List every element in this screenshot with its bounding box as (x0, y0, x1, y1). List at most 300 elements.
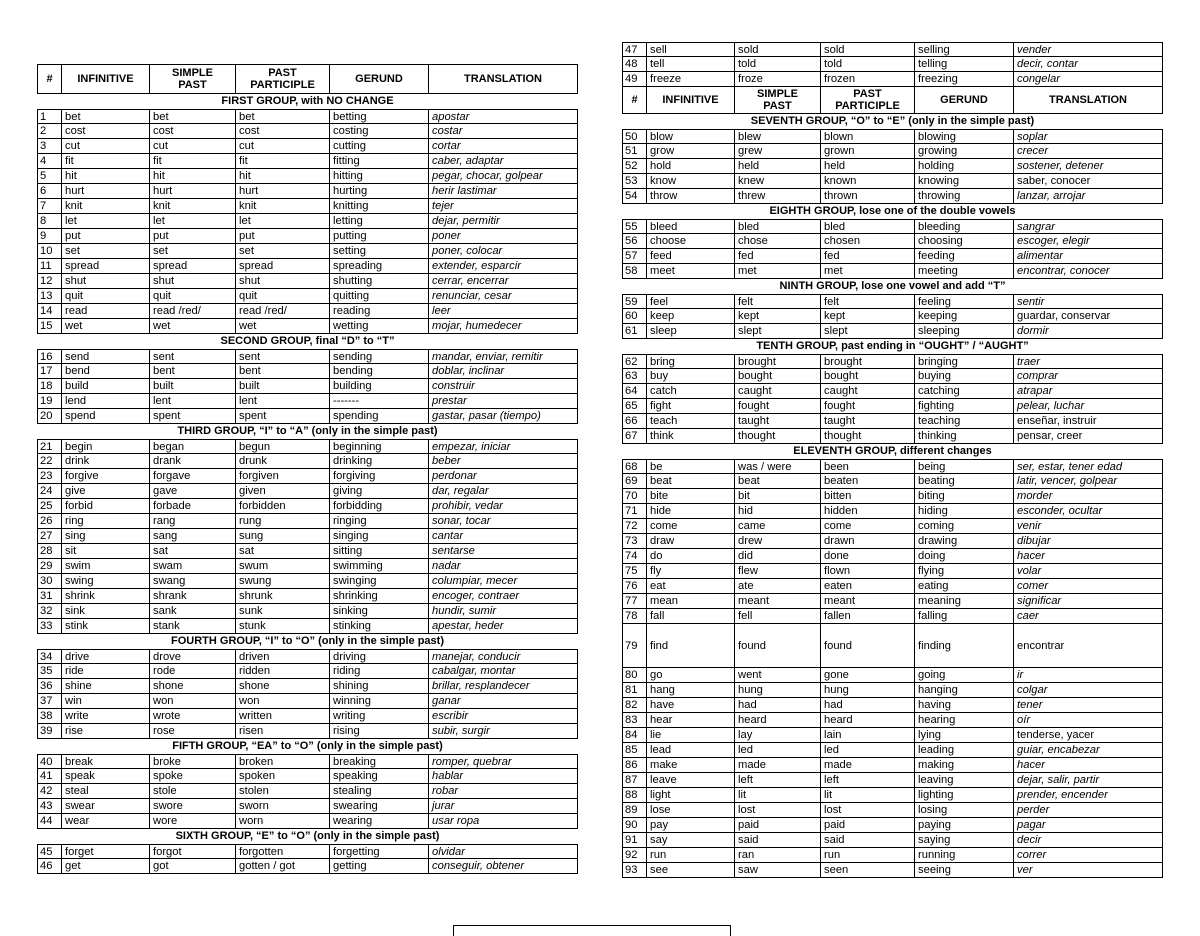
table-row (37, 349, 578, 364)
cell-number: 88 (623, 788, 647, 802)
cell-past-participle: held (821, 159, 915, 173)
cell-gerund: shining (330, 679, 429, 693)
cell-number: 48 (623, 57, 647, 71)
cell-translation: encoger, contraer (432, 590, 520, 602)
cell-translation: extender, esparcir (432, 260, 521, 272)
table-row (37, 439, 578, 454)
cell-number: 84 (623, 728, 647, 742)
cell-number: 21 (38, 440, 62, 453)
cell-infinitive: hurt (62, 184, 150, 198)
cell-gerund: going (915, 668, 1014, 682)
cell-gerund: riding (330, 664, 429, 678)
table-row (622, 294, 1163, 309)
cell-gerund: blowing (915, 130, 1014, 143)
cell-gerund: freezing (915, 72, 1014, 86)
cell-translation: enseñar, instruir (1017, 415, 1097, 427)
cell-simple-past: did (735, 549, 821, 563)
cell-simple-past: bled (735, 220, 821, 233)
cell-simple-past: wore (150, 814, 236, 828)
cell-gerund: ringing (330, 514, 429, 528)
cell-number: 25 (38, 499, 62, 513)
table-row (622, 758, 1163, 773)
cell-translation: costar (432, 125, 463, 137)
cell-infinitive: ride (62, 664, 150, 678)
cell-past-participle: been (821, 460, 915, 473)
table-row (622, 504, 1163, 519)
cell-translation: sentir (1017, 296, 1045, 308)
cell-translation: congelar (1017, 73, 1060, 85)
cell-past-participle: lit (821, 788, 915, 802)
cell-number: 81 (623, 683, 647, 697)
cell-number: 90 (623, 818, 647, 832)
cell-simple-past: shut (150, 274, 236, 288)
header-infinitive: INFINITIVE (647, 87, 735, 113)
cell-number: 85 (623, 743, 647, 757)
cell-past-participle: caught (821, 384, 915, 398)
cell-gerund: bleeding (915, 220, 1014, 233)
cell-gerund: meaning (915, 594, 1014, 608)
cell-simple-past: swam (150, 559, 236, 573)
cell-number: 23 (38, 469, 62, 483)
cell-simple-past: got (150, 859, 236, 873)
table-row (37, 709, 578, 724)
cell-translation: mandar, enviar, remitir (432, 351, 543, 363)
cell-simple-past: broke (150, 755, 236, 768)
table-row (37, 544, 578, 559)
cell-number: 66 (623, 414, 647, 428)
cell-translation: usar ropa (432, 815, 480, 827)
table-row (37, 214, 578, 229)
cell-infinitive: mean (647, 594, 735, 608)
cell-simple-past: bit (735, 489, 821, 503)
cell-number: 24 (38, 484, 62, 498)
cell-infinitive: sleep (647, 324, 735, 338)
cell-gerund: sinking (330, 604, 429, 618)
cell-translation: oír (1017, 714, 1031, 726)
cell-translation: guardar, conservar (1017, 310, 1111, 322)
cell-simple-past: cost (150, 124, 236, 138)
cell-translation: pelear, luchar (1017, 400, 1085, 412)
cell-number: 3 (38, 139, 62, 153)
cell-number: 41 (38, 769, 62, 783)
cell-gerund: cutting (330, 139, 429, 153)
cell-number: 27 (38, 529, 62, 543)
table-row (622, 399, 1163, 414)
header-simple-past: SIMPLE PAST (150, 65, 236, 93)
cell-translation: esconder, ocultar (1017, 505, 1103, 517)
table-row (37, 589, 578, 604)
cell-simple-past: rang (150, 514, 236, 528)
cell-infinitive: know (647, 174, 735, 188)
table-row (37, 184, 578, 199)
cell-translation: dar, regalar (432, 485, 489, 497)
cell-gerund: rising (330, 724, 429, 738)
group-heading: FIRST GROUP, with NO CHANGE (221, 95, 394, 107)
cell-number: 28 (38, 544, 62, 558)
cell-simple-past: bent (150, 364, 236, 378)
group-heading: THIRD GROUP, “I” to “A” (only in the simple past) (177, 425, 438, 437)
cell-translation: latir, vencer, golpear (1017, 475, 1118, 487)
cell-past-participle: left (821, 773, 915, 787)
cell-simple-past: hurt (150, 184, 236, 198)
table-row (622, 549, 1163, 564)
header-translation: TRANSLATION (463, 73, 542, 85)
cell-infinitive: sell (647, 43, 735, 56)
cell-gerund: forbidding (330, 499, 429, 513)
cell-number: 54 (623, 189, 647, 203)
cell-translation: herir lastimar (432, 185, 497, 197)
table-row (622, 683, 1163, 698)
cell-number: 63 (623, 369, 647, 383)
cell-simple-past: stank (150, 619, 236, 633)
cell-gerund: setting (330, 244, 429, 258)
cell-simple-past: knew (735, 174, 821, 188)
cell-gerund: knowing (915, 174, 1014, 188)
table-row (37, 244, 578, 259)
cell-simple-past: froze (735, 72, 821, 86)
cell-past-participle: stunk (236, 619, 330, 633)
cell-translation: ser, estar, tener edad (1017, 461, 1123, 473)
cell-gerund: teaching (915, 414, 1014, 428)
cell-past-participle: begun (236, 440, 330, 453)
cell-number: 45 (38, 845, 62, 858)
cell-infinitive: meet (647, 264, 735, 278)
cell-number: 26 (38, 514, 62, 528)
header-gerund: GERUND (330, 65, 429, 93)
cell-infinitive: drink (62, 454, 150, 468)
cell-past-participle: given (236, 484, 330, 498)
cell-past-participle: sold (821, 43, 915, 56)
cell-simple-past: spent (150, 409, 236, 423)
cell-translation: poner (432, 230, 461, 242)
cell-simple-past: grew (735, 144, 821, 158)
cell-gerund: beginning (330, 440, 429, 453)
cell-infinitive: swing (62, 574, 150, 588)
cell-translation: cantar (432, 530, 464, 542)
cell-simple-past: put (150, 229, 236, 243)
group-heading: SIXTH GROUP, “E” to “O” (only in the simple past) (175, 830, 440, 842)
cell-number: 59 (623, 295, 647, 308)
table-row (37, 514, 578, 529)
cell-simple-past: came (735, 519, 821, 533)
cell-gerund: feeling (915, 295, 1014, 308)
cell-translation: perdonar (432, 470, 477, 482)
table-row (37, 859, 578, 874)
cell-past-participle: worn (236, 814, 330, 828)
cell-gerund: swearing (330, 799, 429, 813)
cell-past-participle: chosen (821, 234, 915, 248)
cell-translation: jurar (432, 800, 455, 812)
table-row (37, 394, 578, 409)
cell-number: 78 (623, 609, 647, 623)
cell-simple-past: told (735, 57, 821, 71)
cell-number: 60 (623, 309, 647, 323)
table-row (37, 379, 578, 394)
cell-past-participle: won (236, 694, 330, 708)
cell-translation: venir (1017, 520, 1042, 532)
cell-simple-past: found (735, 624, 821, 667)
cell-past-participle: felt (821, 295, 915, 308)
cell-gerund: spending (330, 409, 429, 423)
cell-past-participle: slept (821, 324, 915, 338)
table-row (622, 42, 1163, 57)
cell-gerund: singing (330, 529, 429, 543)
group-heading: FOURTH GROUP, “I” to “O” (only in the simple past) (171, 635, 444, 647)
table-row (622, 848, 1163, 863)
cell-past-participle: seen (821, 863, 915, 877)
cell-gerund: selling (915, 43, 1014, 56)
cell-translation: sangrar (1017, 221, 1055, 233)
cell-number: 56 (623, 234, 647, 248)
cell-infinitive: spread (62, 259, 150, 273)
table-row (37, 304, 578, 319)
cell-past-participle: read /red/ (236, 304, 330, 318)
cell-number: 22 (38, 454, 62, 468)
table-row (622, 354, 1163, 369)
cell-past-participle: heard (821, 713, 915, 727)
cell-number: 10 (38, 244, 62, 258)
table-header (622, 87, 1163, 114)
cell-gerund: choosing (915, 234, 1014, 248)
cell-past-participle: hit (236, 169, 330, 183)
cell-translation: tejer (432, 200, 454, 212)
group-heading: NINTH GROUP, lose one vowel and add “T” (779, 280, 1006, 292)
cell-gerund: hearing (915, 713, 1014, 727)
table-row (37, 814, 578, 829)
cell-infinitive: draw (647, 534, 735, 548)
cell-past-participle: hidden (821, 504, 915, 518)
cell-past-participle: fought (821, 399, 915, 413)
cell-simple-past: heard (735, 713, 821, 727)
cell-simple-past: had (735, 698, 821, 712)
cell-translation: ver (1017, 864, 1033, 876)
cell-gerund: quitting (330, 289, 429, 303)
cell-infinitive: shine (62, 679, 150, 693)
cell-translation: hacer (1017, 759, 1045, 771)
cell-past-participle: had (821, 698, 915, 712)
table-row (622, 309, 1163, 324)
cell-past-participle: fed (821, 249, 915, 263)
cell-past-participle: spent (236, 409, 330, 423)
cell-simple-past: hid (735, 504, 821, 518)
cell-number: 16 (38, 350, 62, 363)
cell-simple-past: sank (150, 604, 236, 618)
table-row (622, 72, 1163, 87)
cell-infinitive: think (647, 429, 735, 443)
cell-past-participle: swum (236, 559, 330, 573)
cell-infinitive: write (62, 709, 150, 723)
header-translation: TRANSLATION (1048, 94, 1127, 106)
cell-past-participle: beaten (821, 474, 915, 488)
cell-infinitive: be (647, 460, 735, 473)
cell-simple-past: beat (735, 474, 821, 488)
cell-translation: escoger, elegir (1017, 235, 1090, 247)
cell-simple-past: cut (150, 139, 236, 153)
cell-past-participle: drawn (821, 534, 915, 548)
cell-simple-past: met (735, 264, 821, 278)
cell-gerund: wetting (330, 319, 429, 333)
cell-infinitive: drive (62, 650, 150, 663)
cell-past-participle: risen (236, 724, 330, 738)
cell-gerund: beating (915, 474, 1014, 488)
cell-number: 13 (38, 289, 62, 303)
cell-simple-past: spread (150, 259, 236, 273)
cell-past-participle: stolen (236, 784, 330, 798)
cell-infinitive: bend (62, 364, 150, 378)
cell-gerund: betting (330, 110, 429, 123)
table-row (37, 529, 578, 544)
cell-number: 11 (38, 259, 62, 273)
cell-past-participle: forgotten (236, 845, 330, 858)
cell-translation: sostener, detener (1017, 160, 1104, 172)
cell-infinitive: put (62, 229, 150, 243)
cell-infinitive: sing (62, 529, 150, 543)
cell-past-participle: bled (821, 220, 915, 233)
cell-simple-past: fed (735, 249, 821, 263)
cell-number: 77 (623, 594, 647, 608)
cell-past-participle: known (821, 174, 915, 188)
cell-infinitive: grow (647, 144, 735, 158)
cell-simple-past: lay (735, 728, 821, 742)
cell-number: 31 (38, 589, 62, 603)
cell-number: 70 (623, 489, 647, 503)
table-row (37, 649, 578, 664)
table-row (622, 818, 1163, 833)
cell-past-participle: said (821, 833, 915, 847)
cell-infinitive: break (62, 755, 150, 768)
cell-infinitive: swim (62, 559, 150, 573)
cell-gerund: meeting (915, 264, 1014, 278)
table-row (37, 484, 578, 499)
cell-number: 6 (38, 184, 62, 198)
cell-infinitive: hold (647, 159, 735, 173)
cell-translation: morder (1017, 490, 1053, 502)
cell-number: 7 (38, 199, 62, 213)
cell-gerund: buying (915, 369, 1014, 383)
cell-number: 35 (38, 664, 62, 678)
cell-simple-past: swang (150, 574, 236, 588)
cell-simple-past: forgave (150, 469, 236, 483)
cell-simple-past: sold (735, 43, 821, 56)
cell-infinitive: swear (62, 799, 150, 813)
cell-translation: caer (1017, 610, 1039, 622)
group-heading: FIFTH GROUP, “EA” to “O” (only in the simple past) (172, 740, 443, 752)
cell-number: 89 (623, 803, 647, 817)
cell-translation: olvidar (432, 846, 465, 858)
cell-number: 50 (623, 130, 647, 143)
cell-number: 39 (38, 724, 62, 738)
cell-number: 20 (38, 409, 62, 423)
cell-translation: ir (1017, 669, 1024, 681)
cell-number: 30 (38, 574, 62, 588)
cell-gerund: drinking (330, 454, 429, 468)
cell-simple-past: stole (150, 784, 236, 798)
cell-gerund: spreading (330, 259, 429, 273)
cell-infinitive: stink (62, 619, 150, 633)
cell-infinitive: ring (62, 514, 150, 528)
cell-gerund: telling (915, 57, 1014, 71)
cell-past-participle: thought (821, 429, 915, 443)
cell-simple-past: led (735, 743, 821, 757)
cell-gerund: doing (915, 549, 1014, 563)
cell-number: 1 (38, 110, 62, 123)
cell-translation: colgar (1017, 684, 1048, 696)
cell-number: 55 (623, 220, 647, 233)
table-row (622, 624, 1163, 668)
cell-infinitive: bet (62, 110, 150, 123)
cell-simple-past: sang (150, 529, 236, 543)
cell-past-participle: drunk (236, 454, 330, 468)
cell-gerund: fitting (330, 154, 429, 168)
cell-past-participle: sworn (236, 799, 330, 813)
cell-infinitive: beat (647, 474, 735, 488)
cell-gerund: swinging (330, 574, 429, 588)
cell-gerund: fighting (915, 399, 1014, 413)
cell-translation: saber, conocer (1017, 175, 1091, 187)
cell-number: 76 (623, 579, 647, 593)
cell-number: 68 (623, 460, 647, 473)
cell-past-participle: paid (821, 818, 915, 832)
cell-number: 5 (38, 169, 62, 183)
cell-translation: crecer (1017, 145, 1049, 157)
cell-infinitive: get (62, 859, 150, 873)
cell-translation: tener (1017, 699, 1043, 711)
table-row (37, 664, 578, 679)
cell-infinitive: hit (62, 169, 150, 183)
cell-simple-past: left (735, 773, 821, 787)
cell-infinitive: win (62, 694, 150, 708)
header-past-participle: PAST PARTICIPLE (821, 87, 915, 113)
cell-gerund: knitting (330, 199, 429, 213)
right-table-body (622, 114, 1163, 878)
table-row (37, 499, 578, 514)
header-gerund: GERUND (915, 87, 1014, 113)
cell-simple-past: brought (735, 355, 821, 368)
cell-infinitive: sit (62, 544, 150, 558)
cell-translation: cerrar, encerrar (432, 275, 509, 287)
table-row (37, 154, 578, 169)
cell-number: 18 (38, 379, 62, 393)
cell-simple-past: hit (150, 169, 236, 183)
cell-infinitive: lie (647, 728, 735, 742)
cell-gerund: shrinking (330, 589, 429, 603)
cell-infinitive: bring (647, 355, 735, 368)
cell-number: 14 (38, 304, 62, 318)
cell-simple-past: swore (150, 799, 236, 813)
cell-past-participle: quit (236, 289, 330, 303)
cell-past-participle: driven (236, 650, 330, 663)
table-row (37, 199, 578, 214)
cell-gerund: biting (915, 489, 1014, 503)
table-row (622, 57, 1163, 72)
cell-translation: cabalgar, montar (432, 665, 516, 677)
cell-gerund: stinking (330, 619, 429, 633)
cell-simple-past: lit (735, 788, 821, 802)
cell-infinitive: set (62, 244, 150, 258)
cell-simple-past: sat (150, 544, 236, 558)
cell-translation: soplar (1017, 131, 1048, 143)
cell-simple-past: was / were (735, 460, 821, 473)
table-row (622, 429, 1163, 444)
cell-past-participle: bet (236, 110, 330, 123)
table-row (622, 189, 1163, 204)
cell-past-participle: sunk (236, 604, 330, 618)
cell-simple-past: shrank (150, 589, 236, 603)
cell-translation: renunciar, cesar (432, 290, 512, 302)
cell-translation: comprar (1017, 370, 1059, 382)
cell-simple-past: lent (150, 394, 236, 408)
cell-past-participle: made (821, 758, 915, 772)
